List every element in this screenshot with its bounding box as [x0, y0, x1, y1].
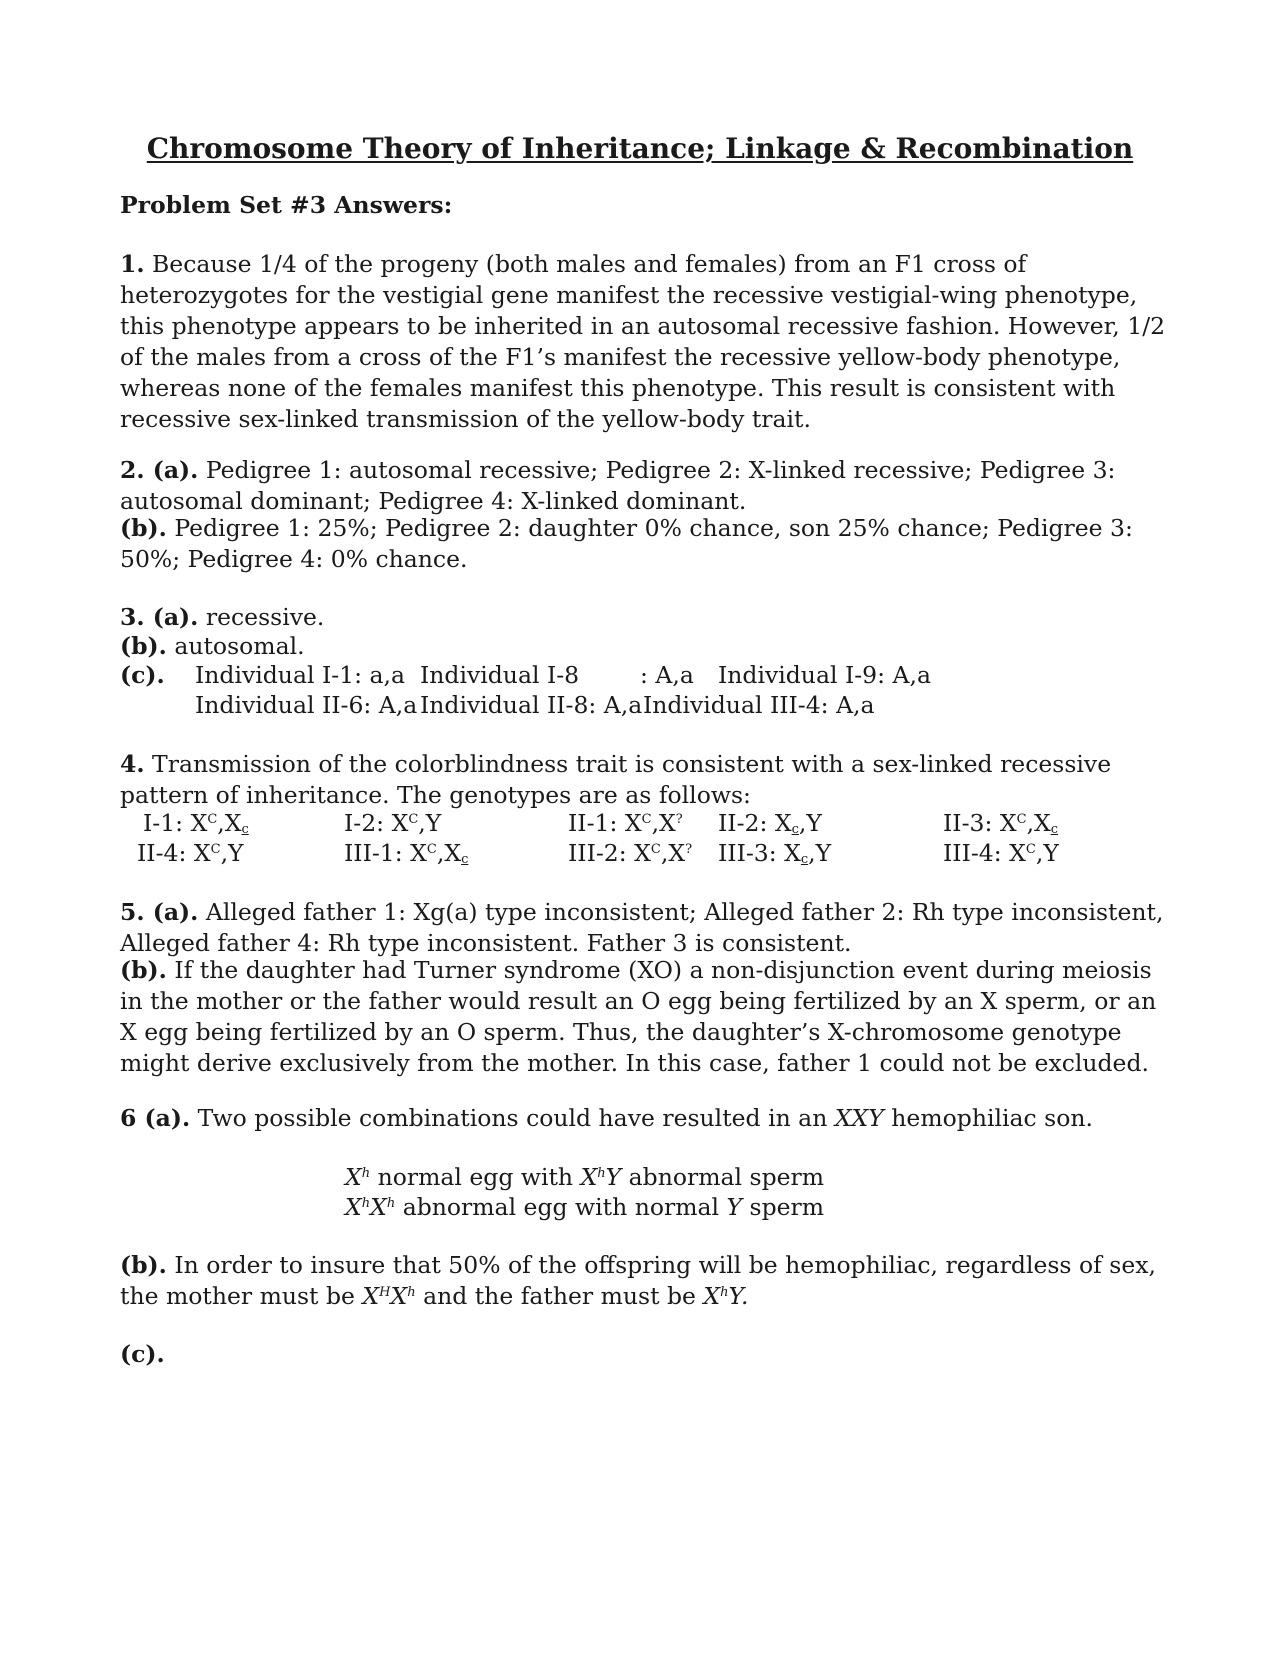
genotype-ii2-name: II-2: [718, 809, 768, 837]
combination-1-y: Y [605, 1163, 622, 1191]
combination-1-text2: abnormal sperm [628, 1163, 825, 1191]
answer-6c-label: (c). [120, 1340, 165, 1368]
answer-3a [120, 602, 1170, 633]
answer-6b [120, 1250, 1170, 1312]
answer-3b [120, 631, 1170, 662]
individual-i9: Individual I-9: A,a [718, 661, 931, 689]
genotype-ii4-allele1-sup: C [210, 842, 221, 857]
genotype-i1-allele2: X [224, 809, 242, 837]
genotype-i1-allele1: X [190, 809, 208, 837]
father-allele2: Y. [728, 1282, 749, 1310]
answer-6a-label: 6 (a). [120, 1104, 191, 1132]
genotype-i2-rest: ,Y [418, 809, 442, 837]
genotype-iii2-allele2: X [668, 839, 686, 867]
genotype-i2-name: I-2: [344, 809, 385, 837]
genotype-i1-allele1-sup: C [207, 812, 218, 827]
answer-6b-mid: and the father must be [423, 1282, 696, 1310]
combination-1-text1: normal egg with [377, 1163, 574, 1191]
genotype-iii1 [344, 838, 468, 869]
answer-6a-pre: Two possible combinations could have resulted in an [197, 1104, 828, 1132]
answer-1-label: 1. [120, 250, 145, 278]
individual-ii6: Individual II-6: A,a [195, 691, 418, 719]
genotype-iii3 [718, 838, 831, 869]
genotype-ii1 [568, 808, 683, 839]
genotype-ii2-rest: ,Y [798, 809, 822, 837]
combination-2 [345, 1192, 824, 1223]
genotype-i1-allele2-sub: c [241, 822, 249, 837]
combination-1-x2: X [580, 1163, 598, 1191]
genotype-iii3-name: III-3: [718, 839, 777, 867]
answer-2a-text: Pedigree 1: autosomal recessive; Pedigree 2: X-linked recessive; Pedigree 3: autosomal dominant; Pedigree 4: X-linked dominant. [120, 456, 1116, 515]
combination-2-y: Y [726, 1193, 743, 1221]
mother-allele2: X [390, 1282, 408, 1310]
answer-6a-post: hemophiliac son. [891, 1104, 1093, 1132]
genotype-ii3-name: II-3: [943, 809, 993, 837]
genotype-iii1-sep: , [436, 839, 445, 867]
combination-2-s1b: h [386, 1196, 396, 1211]
answer-5b [120, 955, 1170, 1079]
genotype-iii3-allele1-sub: c [800, 852, 809, 867]
answer-3c-label: (c). [120, 661, 165, 689]
genotype-iii4-allele1: X [1009, 839, 1026, 867]
individual-ii8: Individual II-8: A,a [420, 691, 643, 719]
father-allele1-sup: h [720, 1285, 729, 1300]
genotype-ii1-allele2-sup: ? [675, 812, 683, 827]
answer-2a [120, 455, 1170, 517]
answer-3a-label: 3. (a). [120, 603, 199, 631]
genotype-ii2 [718, 808, 822, 839]
genotype-iii1-allele2: X [444, 839, 462, 867]
genotype-i2 [344, 808, 441, 839]
problem-set-heading: Problem Set #3 Answers: [120, 191, 453, 219]
individual-i1: Individual I-1: a,a [195, 661, 405, 689]
genotype-ii3-allele2-sub: c [1050, 822, 1059, 837]
genotype-iii4-rest: ,Y [1035, 839, 1059, 867]
individual-iii4: Individual III-4: A,a [643, 691, 875, 719]
genotype-iii1-allele2-sub: c [461, 852, 469, 867]
genotype-ii1-allele2: X [659, 809, 676, 837]
genotype-ii3 [943, 808, 1058, 839]
combination-2-s1: h [361, 1196, 371, 1211]
combination-1-s2: h [597, 1166, 606, 1181]
answer-4-text: Transmission of the colorblindness trait is consistent with a sex-linked recessive pattern of inheritance. The genotypes are as follows: [120, 750, 1112, 809]
answer-6a [120, 1103, 1170, 1134]
answer-5a-label: 5. (a). [120, 898, 199, 926]
answer-3b-text: autosomal. [174, 632, 305, 660]
genotype-ii1-allele1: X [624, 809, 642, 837]
genotype-iii2-allele1: X [634, 839, 651, 867]
answer-2b-label: (b). [120, 514, 167, 542]
genotype-ii1-sep: , [651, 809, 660, 837]
answer-3b-label: (b). [120, 632, 167, 660]
genotype-i1-name: I-1: [143, 809, 184, 837]
answer-1-text: Because 1/4 of the progeny (both males and females) from an F1 cross of heterozygotes for the vestigial gene manifest the recessive vestigial-wing phenotype, this phenotype appears to be inherited in an autosomal recessive fashion. However, 1/2 of the males from a cross of the F1’s manifest the recessive yellow-body phenotype, whereas none of the females manifest this phenotype. This result is consistent with recessive sex-linked transmission of the yellow-body trait. [120, 250, 1166, 433]
genotype-i2-allele1-sup: C [408, 812, 419, 827]
genotype-iii4-allele1-sup: C [1025, 842, 1036, 857]
genotype-iii3-allele1: X [784, 839, 801, 867]
genotype-ii2-allele1: X [774, 809, 792, 837]
answer-4-label: 4. [120, 750, 145, 778]
father-allele1: X [703, 1282, 721, 1310]
mother-allele2-sup: h [407, 1285, 416, 1300]
genotype-ii1-allele1-sup: C [641, 812, 652, 827]
genotype-i2-allele1: X [391, 809, 409, 837]
genotype-iii2-sep: , [660, 839, 669, 867]
mother-allele1: X [362, 1282, 380, 1310]
genotype-i1 [143, 808, 249, 839]
answer-6b-pre: In order to insure that 50% of the offspring will be hemophiliac, regardless of sex, the mother must be [120, 1251, 1156, 1310]
answer-2b [120, 513, 1170, 575]
genotype-ii3-allele2: X [1034, 809, 1051, 837]
genotype-iii1-allele1-sup: C [426, 842, 437, 857]
answer-2a-label: 2. (a). [120, 456, 199, 484]
combination-2-x1: X [345, 1193, 362, 1221]
mother-allele1-sup: H [379, 1285, 391, 1300]
individual-i8-genotype: : A,a [640, 661, 694, 689]
genotype-ii3-sep: , [1026, 809, 1035, 837]
genotype-iii4-name: III-4: [943, 839, 1002, 867]
answer-6a-genotype: XXY [834, 1104, 884, 1132]
combination-1 [345, 1162, 824, 1193]
genotype-ii4-allele1: X [193, 839, 211, 867]
answer-5b-text: If the daughter had Turner syndrome (XO) a non-disjunction event during meiosis in the mother or the father would result an O egg being fertilized by an X sperm, or an X egg being fertilized by an O sperm. Thus, the daughter’s X-chromosome genotype might derive exclusively from the mother. In this case, father 1 could not be excluded. [120, 956, 1157, 1077]
combination-2-text2: sperm [749, 1193, 825, 1221]
genotype-ii4-rest: ,Y [220, 839, 244, 867]
combination-2-x1b: X [370, 1193, 387, 1221]
genotype-iii4 [943, 838, 1059, 869]
answer-4 [120, 749, 1170, 811]
answer-5a [120, 897, 1170, 959]
combination-2-text1: abnormal egg with normal [402, 1193, 720, 1221]
answer-6b-label: (b). [120, 1251, 167, 1279]
answer-2b-text: Pedigree 1: 25%; Pedigree 2: daughter 0% chance, son 25% chance; Pedigree 3: 50%; Pedigree 4: 0% chance. [120, 514, 1133, 573]
genotype-i1-sep: , [217, 809, 225, 837]
document-title: Chromosome Theory of Inheritance; Linkage & Recombination [146, 132, 1134, 165]
genotype-ii4-name: II-4: [137, 839, 187, 867]
answer-3a-text: recessive. [205, 603, 325, 631]
answer-5a-text: Alleged father 1: Xg(a) type inconsistent; Alleged father 2: Rh type inconsistent, Alleged father 4: Rh type inconsistent. Father 3 is consistent. [120, 898, 1164, 957]
genotype-ii4 [137, 838, 244, 869]
genotype-ii3-allele1: X [999, 809, 1017, 837]
genotype-iii1-allele1: X [410, 839, 427, 867]
genotype-iii1-name: III-1: [344, 839, 403, 867]
genotype-iii3-rest: ,Y [808, 839, 832, 867]
genotype-ii2-allele1-sub: c [791, 822, 799, 837]
combination-1-s1: h [361, 1166, 371, 1181]
genotype-ii3-allele1-sup: C [1016, 812, 1027, 827]
answer-5b-label: (b). [120, 956, 167, 984]
genotype-iii2-allele2-sup: ? [685, 842, 693, 857]
answer-1 [120, 249, 1170, 435]
combination-1-x1: X [345, 1163, 362, 1191]
individual-i8: Individual I-8 [420, 661, 580, 689]
genotype-iii2-allele1-sup: C [650, 842, 661, 857]
genotype-iii2-name: III-2: [568, 839, 627, 867]
genotype-ii1-name: II-1: [568, 809, 618, 837]
genotype-iii2 [568, 838, 692, 869]
